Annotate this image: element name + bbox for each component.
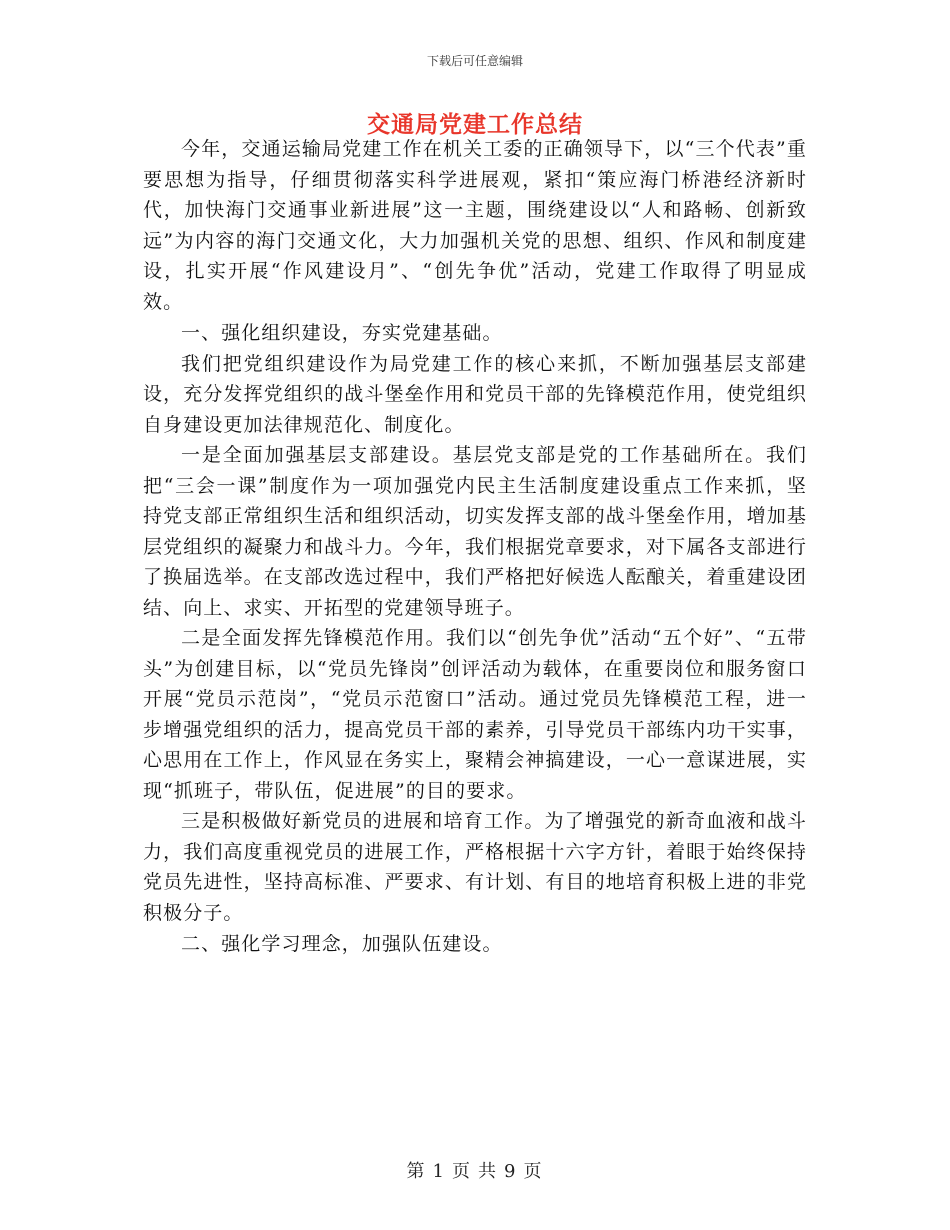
- body-paragraph: 一是全面加强基层支部建设。基层党支部是党的工作基础所在。我们把“三会一课”制度作为一项加强党内民主生活制度建设重点工作来抓，坚持党支部正常组织生活和组织活动，切实发挥支部的战斗堡垒作用，增加基层党组织的凝聚力和战斗力。今年，我们根据党章要求，对下属各支部进行了换届选举。在支部改选过程中，我们严格把好候选人酝酿关，着重建设团结、向上、求实、开拓型的党建领导班子。: [143, 444, 807, 619]
- body-paragraph: 我们把党组织建设作为局党建工作的核心来抓，不断加强基层支部建设，充分发挥党组织的战斗堡垒作用和党员干部的先锋模范作用，使党组织自身建设更加法律规范化、制度化。: [143, 352, 807, 436]
- footer-page-number: 1: [432, 1161, 446, 1182]
- section-heading-1: 一、强化组织建设，夯实党建基础。: [181, 322, 503, 344]
- document-body: [143, 134, 807, 960]
- footer-total-pages: 9: [504, 1161, 518, 1182]
- footer-suffix: 页: [523, 1161, 544, 1182]
- section-heading-2: 二、强化学习理念，加强队伍建设。: [181, 933, 503, 955]
- footer-prefix: 第: [406, 1161, 427, 1182]
- page-header-note: 下载后可任意编辑: [426, 54, 523, 68]
- page-footer: [0, 1157, 950, 1183]
- footer-total-word: 共: [478, 1161, 498, 1182]
- intro-paragraph: 今年，交通运输局党建工作在机关工委的正确领导下，以“三个代表”重要思想为指导，仔细贯彻落实科学进展观，紧扣“策应海门桥港经济新时代，加快海门交通事业新进展”这一主题，围绕建设以“人和路畅、创新致远”为内容的海门交通文化，大力加强机关党的思想、组织、作风和制度建设，扎实开展“作风建设月”、“创先争优”活动，党建工作取得了明显成效。: [143, 138, 807, 313]
- body-paragraph: 二是全面发挥先锋模范作用。我们以“创先争优”活动“五个好”、“五带头”为创建目标，以“党员先锋岗”创评活动为载体，在重要岗位和服务窗口开展“党员示范岗”，“党员示范窗口”活动。通过党员先锋模范工程，进一步增强党组织的活力，提高党员干部的素养，引导党员干部练内功干实事，心思用在工作上，作风显在务实上，聚精会神搞建设，一心一意谋进展，实现“抓班子，带队伍，促进展”的目的要求。: [143, 627, 807, 802]
- footer-page-word: 页: [452, 1161, 472, 1182]
- body-paragraph: 三是积极做好新党员的进展和培育工作。为了增强党的新奇血液和战斗力，我们高度重视党员的进展工作，严格根据十六字方针，着眼于始终保持党员先进性，坚持高标准、严要求、有计划、有目的地培育积极上进的非党积极分子。: [143, 810, 807, 924]
- document-title: 交通局党建工作总结: [367, 111, 583, 138]
